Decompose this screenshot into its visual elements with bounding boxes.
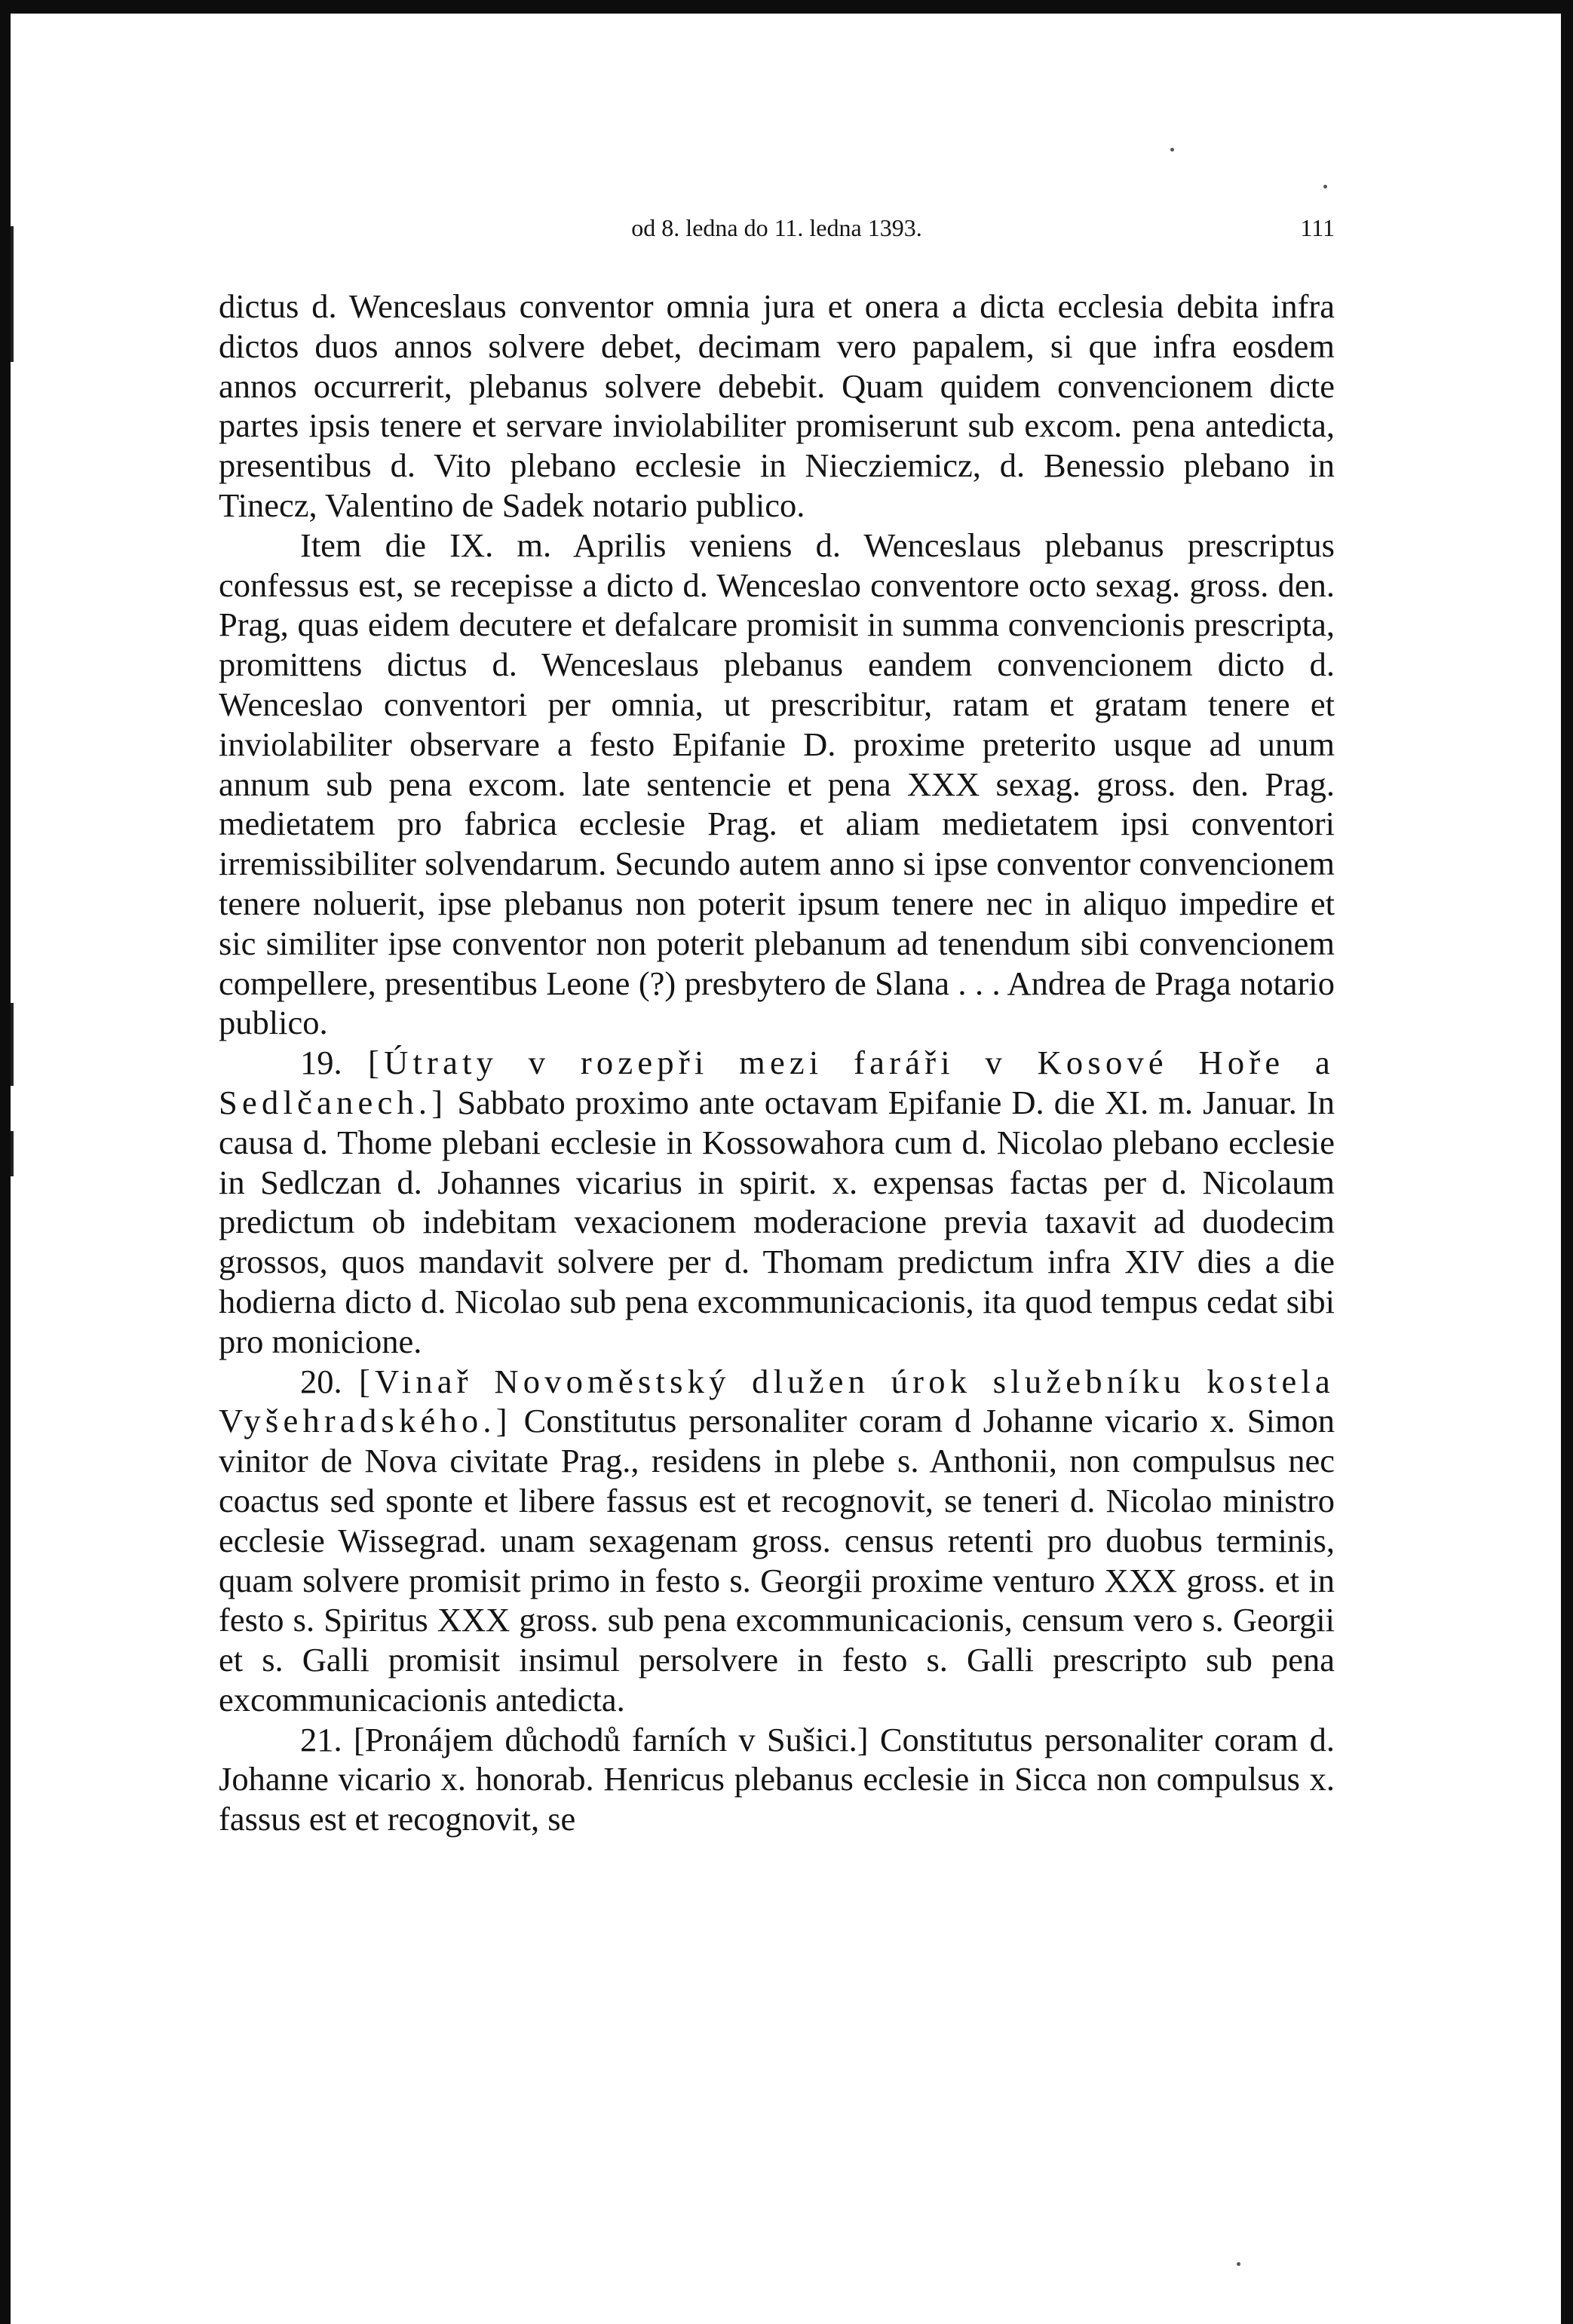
entry-heading: [Útraty v rozepři mezi faráři v Kosové Hoře a Sedlčanech.]: [219, 1044, 1335, 1121]
scan-right-edge: [1561, 0, 1573, 2324]
scan-speck: [1237, 2262, 1240, 2266]
scan-speck: [1323, 185, 1327, 189]
entry-heading: [Pronájem důchodů farních v Sušici.]: [353, 1720, 869, 1758]
entry-number: 20.: [300, 1362, 342, 1400]
paragraph: [219, 526, 1335, 1043]
entry-21: [219, 1720, 1335, 1839]
entry-text: Constitutus personaliter coram d. Johanne vicario x. honorab. Henricus plebanus ecclesie in Sicca non compulsus x. fassus est et recognovit, se: [219, 1720, 1335, 1838]
running-title: od 8. ledna do 11. ledna 1393.: [631, 214, 922, 241]
entry-text: Constitutus personaliter coram d Johanne vicario x. Simon vinitor de Nova civitate Prag., residens in plebe s. Anthonii, non compulsus nec coactus sed sponte et libere fassus est et recognovit, se teneri d. Nicolao ministro ecclesie Wissegrad. unam sexagenam gross. census retenti pro duobus terminis, quam solvere promisit primo in festo s. Georgii proxime venturo XXX gross. et in festo s. Spiritus XXX gross. sub pena excommunicacionis, censum vero s. Georgii et s. Galli promisit insimul persolvere in festo s. Galli prescripto sub pena excommunicacionis antedicta.: [219, 1402, 1335, 1718]
body-text: [219, 287, 1335, 1839]
scan-top-edge: [0, 0, 1573, 14]
page-number: 111: [1300, 214, 1335, 241]
entry-number: 21.: [300, 1720, 342, 1758]
paragraph-continued: [219, 287, 1335, 526]
entry-20: [219, 1362, 1335, 1720]
entry-heading: [Vinař Novoměstský dlužen úrok služebníku kostela Vyšehradského.]: [219, 1362, 1335, 1440]
binding-shadow: [11, 226, 14, 362]
paragraph-text: Item die IX. m. Aprilis veniens d. Wenceslaus plebanus prescriptus confessus est, se recepisse a dicto d. Wenceslao conventore octo sexag. gross. den. Prag, quas eidem decutere et defalcare promisit in summa convencionis prescripta, promittens dictus d. Wenceslaus plebanus eandem convencionem dicto d. Wenceslao conventori per omnia, ut prescribitur, ratam et gratam tenere et inviolabiliter observare a festo Epifanie D. proxime preterito usque ad unum annum sub pena excom. late sentencie et pena XXX sexag. gross. den. Prag. medietatem pro fabrica ecclesie Prag. et aliam medietatem ipsi conventori irremissibiliter solvendarum. Secundo autem anno si ipse conventor convencionem tenere noluerit, ipse plebanus non poterit ipsum tenere nec in aliquo impedire et sic similiter ipse conventor non poterit plebanum ad tenendum sibi convencionem compellere, presentibus Leone (?) presbytero de Slana . . . Andrea de Praga notario publico.: [219, 526, 1335, 1042]
entry-19: [219, 1043, 1335, 1361]
scan-speck: [1170, 148, 1174, 152]
entry-number: 19.: [300, 1044, 342, 1082]
paragraph-text: dictus d. Wenceslaus conventor omnia jura et onera a dicta ecclesia debita infra dictos duos annos solvere debet, decimam vero papalem, si que infra eosdem annos occurrerit, plebanus solvere debebit. Quam quidem convencionem dicte partes ipsis tenere et servare inviolabiliter promiserunt sub excom. pena antedicta, presentibus d. Vito plebano ecclesie in Nieczіemicz, d. Benessio plebano in Tinecz, Valentino de Sadek notario publico.: [219, 287, 1335, 524]
running-head: [219, 204, 1335, 241]
scan-left-edge: [0, 0, 11, 2324]
entry-text: Sabbato proximo ante octavam Epifanie D. die XI. m. Januar. In causa d. Thome plebani ecclesie in Kossowahora cum d. Nicolao plebano ecclesie in Sedlczan d. Johannes vicarius in spirit. x. expensas factas per d. Nicolaum predictum ob indebitam vexacionem moderacione previa taxavit ad duodecim grossos, quos mandavit solvere per d. Thomam predictum infra XIV dies a die hodierna dicto d. Nicolao sub pena excommunicacionis, ita quod tempus cedat sibi pro monicione.: [219, 1083, 1335, 1360]
binding-shadow: [11, 1131, 14, 1176]
binding-shadow: [11, 1003, 14, 1086]
